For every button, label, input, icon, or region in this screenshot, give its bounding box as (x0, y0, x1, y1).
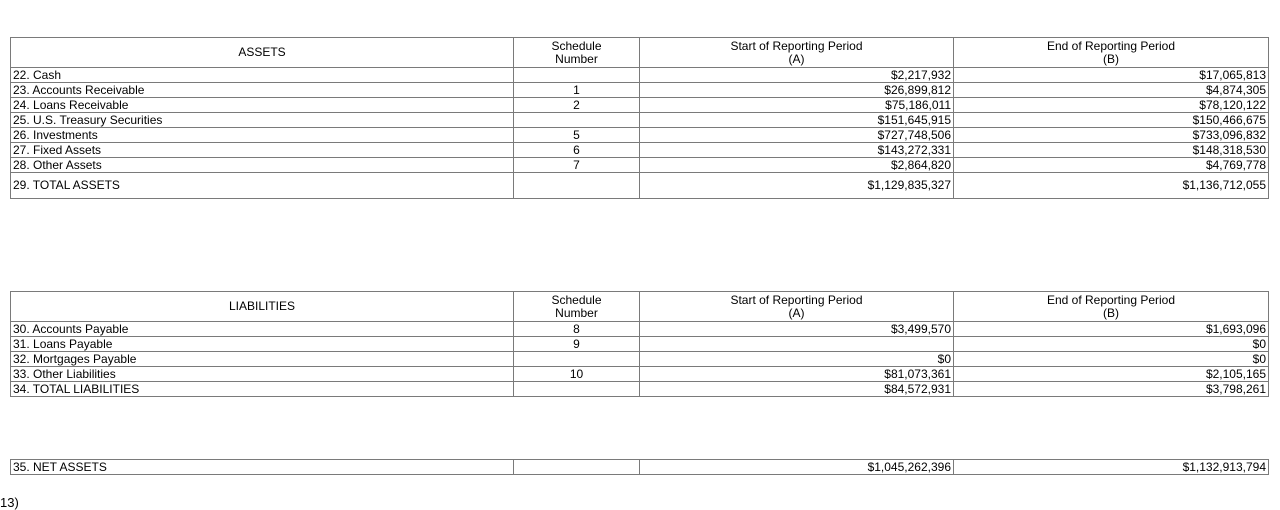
row-start-value (640, 337, 954, 352)
asset-row (11, 113, 1269, 128)
liability-row (11, 367, 1269, 382)
row-schedule (514, 173, 640, 199)
row-end-value: $2,105,165 (954, 367, 1269, 382)
row-label: 34. TOTAL LIABILITIES (11, 382, 514, 397)
asset-row (11, 158, 1269, 173)
liabilities-title: LIABILITIES (11, 292, 514, 322)
row-end-value: $4,874,305 (954, 83, 1269, 98)
asset-row (11, 83, 1269, 98)
row-end-value: $78,120,122 (954, 98, 1269, 113)
row-end-value: $17,065,813 (954, 68, 1269, 83)
row-start-value: $1,045,262,396 (640, 460, 954, 475)
row-end-value: $1,132,913,794 (954, 460, 1269, 475)
net-assets-table (10, 459, 1269, 475)
row-end-value: $1,136,712,055 (954, 173, 1269, 199)
schedule-header: Schedule Number (514, 292, 640, 322)
row-end-value: $3,798,261 (954, 382, 1269, 397)
row-label: 32. Mortgages Payable (11, 352, 514, 367)
row-schedule: 6 (514, 143, 640, 158)
row-label: 30. Accounts Payable (11, 322, 514, 337)
assets-title: ASSETS (11, 38, 514, 68)
row-label: 35. NET ASSETS (11, 460, 514, 475)
row-end-value: $4,769,778 (954, 158, 1269, 173)
row-schedule: 7 (514, 158, 640, 173)
row-start-value: $143,272,331 (640, 143, 954, 158)
row-label: 31. Loans Payable (11, 337, 514, 352)
row-label: 28. Other Assets (11, 158, 514, 173)
liability-row (11, 322, 1269, 337)
row-schedule (514, 352, 640, 367)
net-assets-row (11, 460, 1269, 475)
row-schedule: 1 (514, 83, 640, 98)
asset-row (11, 128, 1269, 143)
row-schedule (514, 68, 640, 83)
row-start-value: $727,748,506 (640, 128, 954, 143)
liabilities-header-row (11, 292, 1269, 322)
row-end-value: $0 (954, 337, 1269, 352)
row-schedule (514, 382, 640, 397)
row-label: 23. Accounts Receivable (11, 83, 514, 98)
row-label: 33. Other Liabilities (11, 367, 514, 382)
row-schedule: 2 (514, 98, 640, 113)
asset-row (11, 98, 1269, 113)
liability-row (11, 337, 1269, 352)
row-end-value: $733,096,832 (954, 128, 1269, 143)
row-label: 24. Loans Receivable (11, 98, 514, 113)
start-period-header: Start of Reporting Period (A) (640, 38, 954, 68)
start-period-header: Start of Reporting Period (A) (640, 292, 954, 322)
assets-table (10, 37, 1269, 199)
end-period-header: End of Reporting Period (B) (954, 38, 1269, 68)
row-label: 25. U.S. Treasury Securities (11, 113, 514, 128)
row-start-value: $26,899,812 (640, 83, 954, 98)
row-start-value: $81,073,361 (640, 367, 954, 382)
schedule-header: Schedule Number (514, 38, 640, 68)
row-end-value: $0 (954, 352, 1269, 367)
row-start-value: $151,645,915 (640, 113, 954, 128)
row-start-value: $75,186,011 (640, 98, 954, 113)
row-schedule (514, 113, 640, 128)
liability-row (11, 382, 1269, 397)
row-schedule: 5 (514, 128, 640, 143)
asset-row (11, 143, 1269, 158)
row-start-value: $84,572,931 (640, 382, 954, 397)
asset-row (11, 68, 1269, 83)
row-end-value: $150,466,675 (954, 113, 1269, 128)
liability-row (11, 352, 1269, 367)
end-period-header: End of Reporting Period (B) (954, 292, 1269, 322)
liabilities-table (10, 291, 1269, 397)
total-assets-row (11, 173, 1269, 199)
row-label: 27. Fixed Assets (11, 143, 514, 158)
row-schedule: 8 (514, 322, 640, 337)
row-end-value: $148,318,530 (954, 143, 1269, 158)
row-start-value: $3,499,570 (640, 322, 954, 337)
row-start-value: $0 (640, 352, 954, 367)
row-label: 29. TOTAL ASSETS (11, 173, 514, 199)
row-end-value: $1,693,096 (954, 322, 1269, 337)
row-label: 26. Investments (11, 128, 514, 143)
row-start-value: $2,217,932 (640, 68, 954, 83)
row-schedule (514, 460, 640, 475)
row-label: 22. Cash (11, 68, 514, 83)
assets-header-row (11, 38, 1269, 68)
page-marker: 13) (0, 495, 19, 510)
row-schedule: 9 (514, 337, 640, 352)
row-start-value: $1,129,835,327 (640, 173, 954, 199)
row-start-value: $2,864,820 (640, 158, 954, 173)
row-schedule: 10 (514, 367, 640, 382)
